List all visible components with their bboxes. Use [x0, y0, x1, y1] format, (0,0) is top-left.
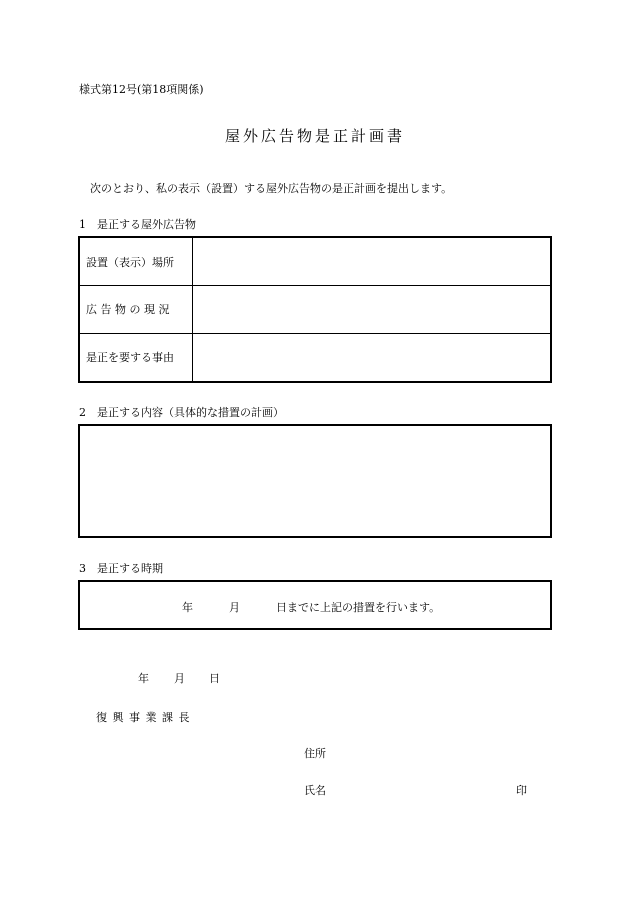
reason-label: 是正を要する事由: [79, 333, 193, 382]
name-label: 氏名: [304, 784, 326, 797]
table-row: [79, 237, 551, 286]
reason-field[interactable]: [193, 333, 552, 382]
section2-heading: 2 是正する内容（具体的な措置の計画）: [79, 406, 284, 419]
table-row: [79, 333, 551, 382]
intro-text: 次のとおり、私の表示（設置）する屋外広告物の是正計画を提出します。: [90, 182, 453, 195]
date-month-label: 月: [174, 672, 185, 685]
seal-label: 印: [516, 784, 527, 797]
current-status-label: 広 告 物 の 現 況: [79, 286, 193, 333]
document-title: 屋外広告物是正計画書: [224, 127, 405, 145]
section3-heading: 3 是正する時期: [79, 562, 163, 575]
form-number: 様式第12号(第18項関係): [79, 83, 204, 96]
addressee: 復 興 事 業 課 長: [96, 711, 191, 724]
location-label: 設置（表示）場所: [79, 237, 193, 286]
table-row: [79, 286, 551, 333]
period-year-label: 年: [182, 601, 193, 614]
advertisement-table: [78, 236, 552, 383]
correction-period-box[interactable]: [78, 580, 552, 630]
date-year-label: 年: [138, 672, 149, 685]
address-label: 住所: [304, 747, 326, 760]
period-day-text: 日までに上記の措置を行います。: [276, 601, 441, 614]
section1-heading: 1 是正する屋外広告物: [79, 218, 196, 231]
correction-content-box[interactable]: [78, 424, 552, 538]
current-status-field[interactable]: [193, 286, 552, 333]
period-month-label: 月: [229, 601, 240, 614]
date-day-label: 日: [209, 672, 220, 685]
location-field[interactable]: [193, 237, 552, 286]
